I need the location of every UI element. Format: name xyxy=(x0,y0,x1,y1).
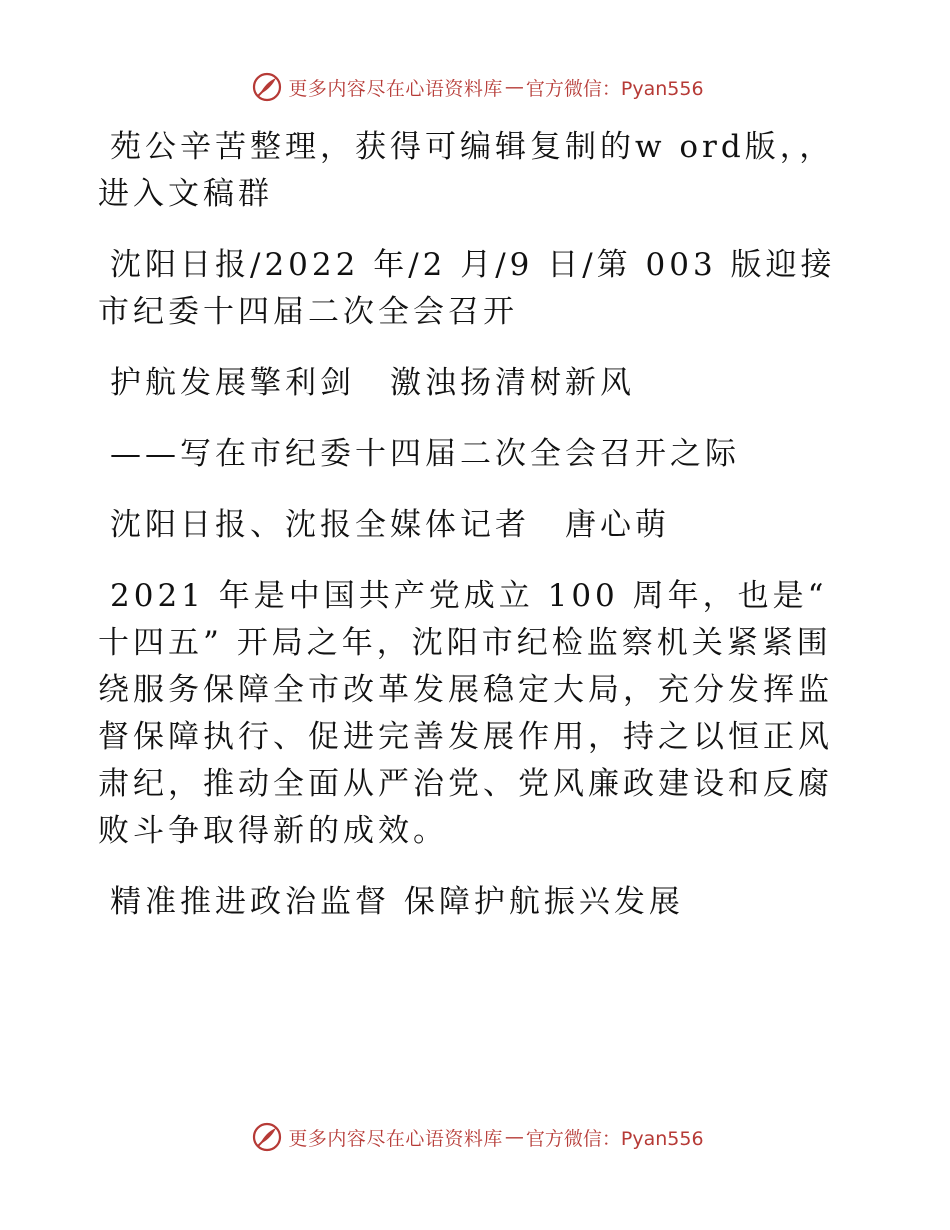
footer-watermark xyxy=(0,1122,950,1152)
byline: 沈阳日报、沈报全媒体记者 唐心萌 xyxy=(110,507,670,543)
headline: 护航发展擎利剑 激浊扬清树新风 xyxy=(110,365,635,401)
header-watermark xyxy=(0,72,950,102)
intro-note: 苑公辛苦整理，获得可编辑复制的w ord版，，进入文稿群 xyxy=(98,129,835,212)
watermark-text: 更多内容尽在心语资料库 xyxy=(288,1127,503,1150)
watermark-separator: — xyxy=(504,1126,524,1148)
watermark-wechat: 官方微信：Pyan556 xyxy=(525,77,704,100)
quill-logo-icon xyxy=(252,1122,282,1152)
subheadline: ——写在市纪委十四届二次全会召开之际 xyxy=(110,436,740,472)
watermark-separator: — xyxy=(504,76,524,98)
body-paragraph: 2021 年是中国共产党成立 100 周年，也是“ 十四五” 开局之年，沈阳市纪检监察机关紧紧围绕服务保障全市改革发展稳定大局，充分发挥监督保障执行、促进完善发展作用，持之以恒正风肃纪，推动全面从严治党、党风廉政建设和反腐败斗争取得新的成效。 xyxy=(98,578,833,849)
watermark-text: 更多内容尽在心语资料库 xyxy=(288,77,503,100)
section-heading: 精准推进政治监督 保障护航振兴发展 xyxy=(110,884,684,920)
quill-logo-icon xyxy=(252,72,282,102)
watermark-wechat: 官方微信：Pyan556 xyxy=(525,1127,704,1150)
document-body xyxy=(98,124,858,950)
source-line: 沈阳日报/2022 年/2 月/9 日/第 003 版迎接市纪委十四届二次全会召开 xyxy=(98,247,836,330)
